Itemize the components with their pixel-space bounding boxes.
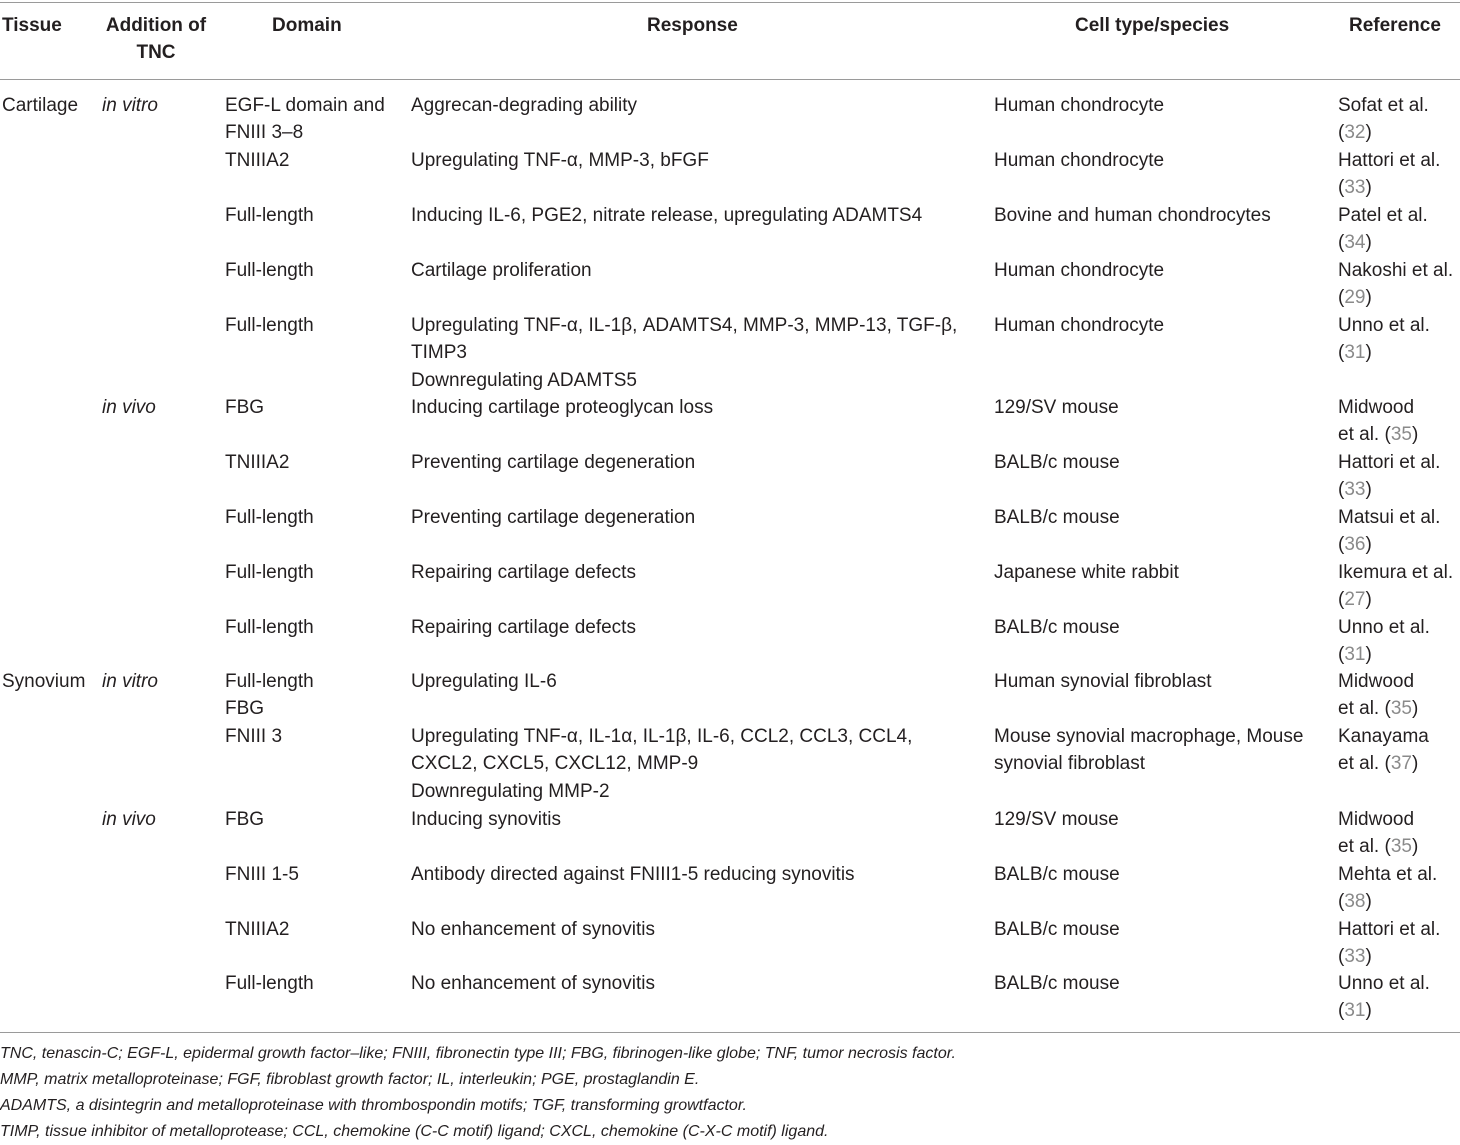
- reference-link[interactable]: 27: [1344, 589, 1366, 611]
- cell-domain: TNIIIA2: [225, 452, 290, 473]
- cell-reference-author: Kanayama: [1338, 726, 1429, 747]
- cell-response: Preventing cartilage degeneration: [411, 507, 696, 528]
- cell-response: Upregulating TNF-α, MMP-3, bFGF: [411, 150, 709, 171]
- reference-link[interactable]: 31: [1344, 644, 1366, 666]
- cell-reference-number: (29): [1338, 287, 1372, 309]
- cell-reference-number: (33): [1338, 946, 1372, 968]
- cell-domain: TNIIIA2: [225, 150, 290, 171]
- footnote-line: TIMP, tissue inhibitor of metalloprotease; CCL, chemokine (C-C motif) ligand; CXCL, chemokine (C-X-C motif) ligand.: [0, 1123, 829, 1140]
- cell-response: Downregulating MMP-2: [411, 780, 610, 802]
- reference-link[interactable]: 35: [1390, 836, 1412, 858]
- cell-reference-number: (31): [1338, 1000, 1372, 1022]
- cell-reference-author: Mehta et al.: [1338, 864, 1438, 885]
- cell-domain: FNIII 3: [225, 726, 283, 747]
- cell-reference-number: (33): [1338, 479, 1372, 501]
- cell-reference-number: (36): [1338, 534, 1372, 556]
- reference-link[interactable]: 38: [1344, 891, 1366, 913]
- cell-cell-type: synovial fibroblast: [994, 753, 1146, 775]
- header-tissue: Tissue: [2, 15, 62, 36]
- cell-domain: Full-length: [225, 260, 314, 281]
- cell-cell-type: Japanese white rabbit: [994, 562, 1179, 583]
- cell-cell-type: BALB/c mouse: [994, 617, 1120, 638]
- cell-response: Upregulating TNF-α, IL-1α, IL-1β, IL-6, CCL2, CCL3, CCL4,: [411, 726, 913, 747]
- cell-cell-type: 129/SV mouse: [994, 809, 1119, 830]
- cell-addition: in vitro: [102, 95, 158, 116]
- top-rule: [0, 2, 1460, 3]
- cell-domain: Full-length: [225, 315, 314, 336]
- cell-cell-type: BALB/c mouse: [994, 864, 1120, 885]
- cell-response: Cartilage proliferation: [411, 260, 592, 281]
- reference-link[interactable]: 34: [1344, 232, 1366, 254]
- cell-cell-type: BALB/c mouse: [994, 973, 1120, 994]
- cell-response: TIMP3: [411, 342, 467, 364]
- cell-reference-author: Patel et al.: [1338, 205, 1428, 226]
- cell-cell-type: Human synovial fibroblast: [994, 671, 1212, 692]
- reference-link[interactable]: 33: [1344, 479, 1366, 501]
- cell-reference-author: Unno et al.: [1338, 617, 1430, 638]
- cell-reference-number: et al. (37): [1338, 753, 1419, 775]
- cell-response: Aggrecan-degrading ability: [411, 95, 638, 116]
- bottom-rule: [0, 1032, 1460, 1033]
- cell-response: Upregulating IL-6: [411, 671, 557, 692]
- cell-cell-type: Human chondrocyte: [994, 315, 1165, 336]
- cell-cell-type: BALB/c mouse: [994, 452, 1120, 473]
- cell-domain: Full-length: [225, 671, 314, 692]
- cell-response: Antibody directed against FNIII1-5 reducing synovitis: [411, 864, 855, 885]
- cell-cell-type: Human chondrocyte: [994, 150, 1165, 171]
- cell-response: Inducing cartilage proteoglycan loss: [411, 397, 714, 418]
- cell-response: CXCL2, CXCL5, CXCL12, MMP-9: [411, 753, 699, 775]
- header-rule: [0, 79, 1460, 80]
- cell-cell-type: Mouse synovial macrophage, Mouse: [994, 726, 1304, 747]
- cell-reference-author: Unno et al.: [1338, 315, 1430, 336]
- cell-domain: FBG: [225, 397, 265, 418]
- cell-reference-author: Matsui et al.: [1338, 507, 1441, 528]
- cell-response: Preventing cartilage degeneration: [411, 452, 696, 473]
- header-cell-type: Cell type/species: [1075, 15, 1230, 36]
- cell-cell-type: Bovine and human chondrocytes: [994, 205, 1271, 226]
- cell-domain: Full-length: [225, 205, 314, 226]
- cell-reference-author: Hattori et al.: [1338, 919, 1441, 940]
- cell-reference-author: Hattori et al.: [1338, 150, 1441, 171]
- header-domain: Domain: [272, 15, 342, 36]
- cell-addition: in vivo: [102, 397, 156, 418]
- cell-response: Upregulating TNF-α, IL-1β, ADAMTS4, MMP-3, MMP-13, TGF-β,: [411, 315, 958, 336]
- cell-domain: Full-length: [225, 617, 314, 638]
- cell-reference-author: Ikemura et al.: [1338, 562, 1454, 583]
- cell-reference-number: (27): [1338, 589, 1372, 611]
- cell-reference-author: Sofat et al.: [1338, 95, 1429, 116]
- header-response: Response: [647, 15, 738, 36]
- cell-reference-number: (38): [1338, 891, 1372, 913]
- reference-link[interactable]: 33: [1344, 946, 1366, 968]
- cell-reference-number: (34): [1338, 232, 1372, 254]
- cell-cell-type: BALB/c mouse: [994, 919, 1120, 940]
- cell-tissue: Cartilage: [2, 95, 79, 116]
- cell-response: Inducing synovitis: [411, 809, 561, 830]
- reference-link[interactable]: 29: [1344, 287, 1366, 309]
- cell-reference-author: Hattori et al.: [1338, 452, 1441, 473]
- cell-domain: Full-length: [225, 562, 314, 583]
- cell-reference-number: (31): [1338, 342, 1372, 364]
- header-addition: Addition of TNC: [105, 15, 207, 63]
- reference-link[interactable]: 37: [1390, 753, 1412, 775]
- cell-reference-number: et al. (35): [1338, 424, 1419, 446]
- cell-domain: Full-length: [225, 973, 314, 994]
- reference-link[interactable]: 35: [1390, 424, 1412, 446]
- cell-reference-author: Midwood: [1338, 397, 1415, 418]
- cell-response: Repairing cartilage defects: [411, 562, 636, 583]
- footnote-line: ADAMTS, a disintegrin and metalloproteinase with thrombospondin motifs; TGF, transforming growtfactor.: [0, 1097, 747, 1114]
- cell-reference-author: Unno et al.: [1338, 973, 1430, 994]
- cell-reference-author: Midwood: [1338, 809, 1415, 830]
- cell-domain: FNIII 3–8: [225, 122, 304, 144]
- cell-reference-author: Midwood: [1338, 671, 1415, 692]
- cell-domain: EGF-L domain and: [225, 95, 385, 116]
- reference-link[interactable]: 36: [1344, 534, 1366, 556]
- reference-link[interactable]: 31: [1344, 1000, 1366, 1022]
- cell-cell-type: Human chondrocyte: [994, 260, 1165, 281]
- cell-domain: TNIIIA2: [225, 919, 290, 940]
- cell-tissue: Synovium: [2, 671, 86, 692]
- reference-link[interactable]: 32: [1344, 122, 1366, 144]
- reference-link[interactable]: 33: [1344, 177, 1366, 199]
- footnote-line: TNC, tenascin-C; EGF-L, epidermal growth factor–like; FNIII, fibronectin type III; FBG, fibrinogen-like globe; TNF, tumor necrosis factor.: [0, 1045, 956, 1062]
- cell-reference-number: (33): [1338, 177, 1372, 199]
- cell-reference-number: (31): [1338, 644, 1372, 666]
- cell-cell-type: 129/SV mouse: [994, 397, 1119, 418]
- cell-domain: Full-length: [225, 507, 314, 528]
- cell-cell-type: Human chondrocyte: [994, 95, 1165, 116]
- cell-addition: in vivo: [102, 809, 156, 830]
- cell-domain: FNIII 1-5: [225, 864, 299, 885]
- cell-reference-author: Nakoshi et al.: [1338, 260, 1454, 281]
- cell-response: No enhancement of synovitis: [411, 973, 655, 994]
- cell-reference-number: (32): [1338, 122, 1372, 144]
- cell-reference-number: et al. (35): [1338, 836, 1419, 858]
- cell-reference-number: et al. (35): [1338, 698, 1419, 720]
- cell-domain: FBG: [225, 698, 265, 720]
- cell-response: Repairing cartilage defects: [411, 617, 636, 638]
- cell-domain: FBG: [225, 809, 265, 830]
- cell-addition: in vitro: [102, 671, 158, 692]
- reference-link[interactable]: 31: [1344, 342, 1366, 364]
- cell-response: No enhancement of synovitis: [411, 919, 655, 940]
- cell-response: Inducing IL-6, PGE2, nitrate release, upregulating ADAMTS4: [411, 205, 923, 226]
- footnote-line: MMP, matrix metalloproteinase; FGF, fibroblast growth factor; IL, interleukin; PGE, prostaglandin E.: [0, 1071, 700, 1088]
- header-reference: Reference: [1349, 15, 1441, 36]
- cell-response: Downregulating ADAMTS5: [411, 369, 637, 391]
- cell-cell-type: BALB/c mouse: [994, 507, 1120, 528]
- reference-link[interactable]: 35: [1390, 698, 1412, 720]
